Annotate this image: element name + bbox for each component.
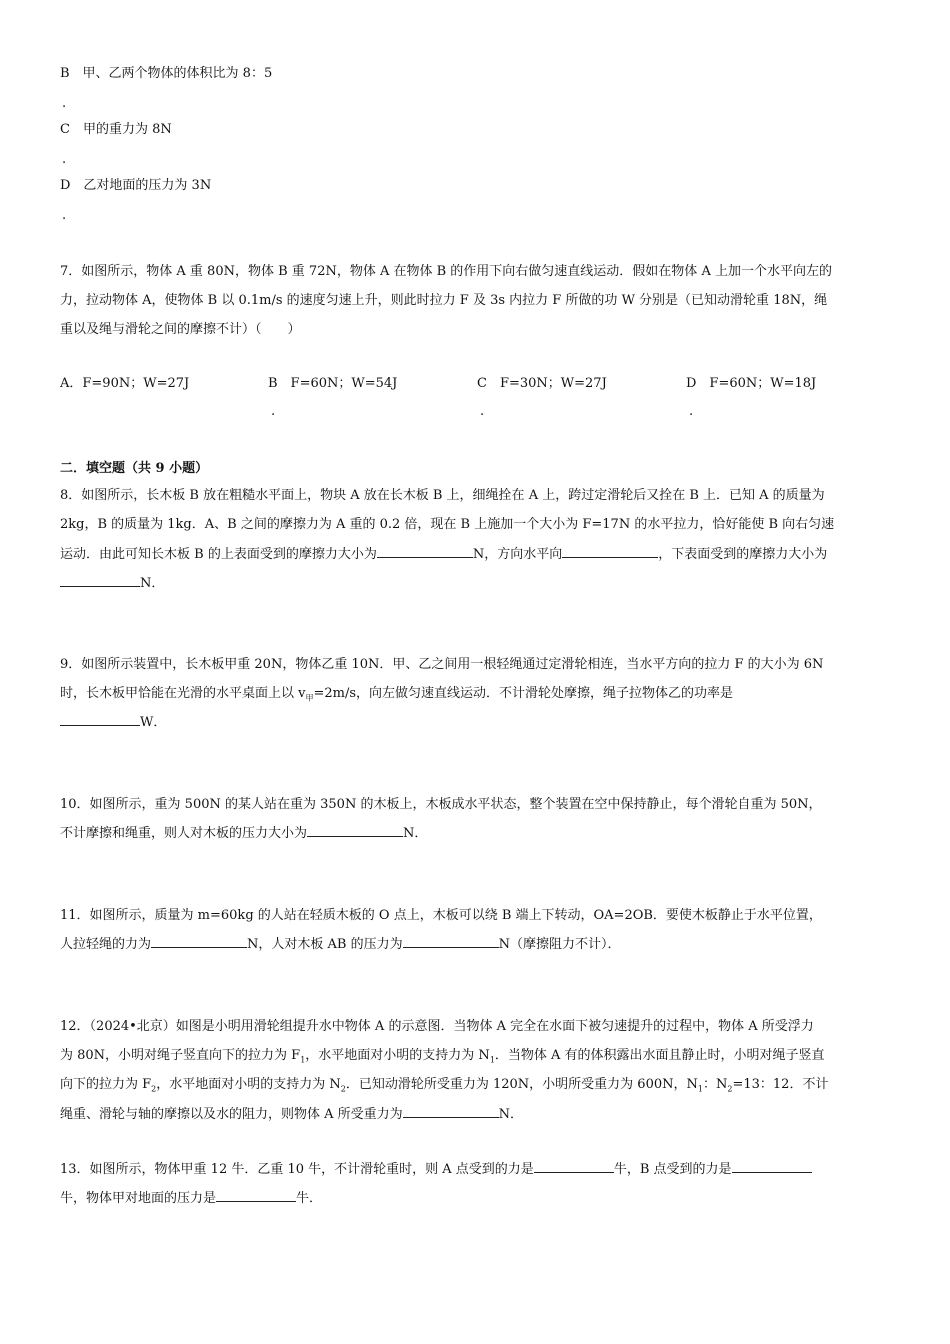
q11-text: 人拉轻绳的力为 (60, 937, 152, 952)
q9-text: 时，长木板甲恰能在光滑的水平桌面上以 v (60, 686, 306, 701)
q8-text: N． (140, 576, 165, 591)
q11-text: N（摩擦阻力不计）． (498, 937, 621, 952)
q6-option-d: D 乙对地面的压力为 3N (60, 178, 212, 193)
q12-text: 向下的拉力为 F (60, 1077, 152, 1092)
q12-text: ：N (702, 1077, 728, 1092)
q12-text-line-3 (60, 1075, 828, 1095)
q12-text: ，水平地面对小明的支持力为 N (305, 1048, 490, 1063)
q12-text: ，水平地面对小明的支持力为 N (156, 1077, 341, 1092)
q9-text: W． (140, 715, 167, 730)
answer-blank[interactable] (403, 934, 499, 948)
option-dot: . (689, 404, 694, 419)
q9-text: =2m/s，向左做匀速直线运动．不计滑轮处摩擦，绳子拉物体乙的功率是 (313, 686, 734, 701)
option-dot: . (62, 208, 67, 223)
q13-text: 13．如图所示，物体甲重 12 牛．乙重 10 牛，不计滑轮重时，则 A 点受到的力是 (60, 1162, 534, 1177)
q13-text: 牛，物体甲对地面的压力是 (60, 1191, 217, 1206)
q10-text-line-1: 10．如图所示，重为 500N 的某人站在重为 350N 的木板上，木板成水平状态，整个装置在空中保持静止，每个滑轮自重为 50N， (60, 797, 822, 812)
q11-text-line-2 (60, 934, 621, 955)
q8-text: N，方向水平向 (472, 547, 563, 562)
q11-text-line-1: 11．如图所示，质量为 m=60kg 的人站在轻质木板的 O 点上，木板可以绕 B 端上下转动，OA=2OB．要使木板静止于水平位置， (60, 908, 822, 923)
option-dot: . (480, 404, 485, 419)
q12-text: N． (498, 1107, 524, 1122)
answer-blank[interactable] (403, 1104, 499, 1118)
q8-text-line-1: 8．如图所示，长木板 B 放在粗糙水平面上，物块 A 放在长木板 B 上，细绳拴在 A 上，跨过定滑轮后又拴在 B 上．已知 A 的质量为 (60, 488, 825, 503)
q13-text: 牛，B 点受到的力是 (613, 1162, 732, 1177)
q6-option-b: B 甲、乙两个物体的体积比为 8：5 (60, 66, 273, 81)
option-dot: . (271, 404, 276, 419)
q12-subscript: 2 (727, 1084, 733, 1094)
q12-text: 绳重、滑轮与轴的摩擦以及水的阻力，则物体 A 所受重力为 (60, 1107, 403, 1122)
q7-option-a: A．F=90N；W=27J (60, 376, 190, 391)
q12-subscript: 2 (340, 1084, 346, 1094)
q12-text: ．当物体 A 有的体积露出水面且静止时，小明对绳子竖直 (494, 1048, 825, 1063)
q7-option-c: C F=30N；W=27J (477, 376, 607, 391)
section-heading: 二．填空题（共 9 小题） (60, 461, 209, 476)
answer-blank[interactable] (562, 544, 658, 558)
q8-text: ，下表面受到的摩擦力大小为 (658, 547, 828, 562)
answer-blank[interactable] (307, 823, 403, 837)
q12-text-line-2 (60, 1046, 825, 1066)
q7-text-line-1: 7．如图所示，物体 A 重 80N，物体 B 重 72N，物体 A 在物体 B 的作用下向右做匀速直线运动．假如在物体 A 上加一个水平向左的 (60, 264, 832, 279)
answer-blank[interactable] (732, 1159, 812, 1173)
q12-text: ．已知动滑轮所受重力为 120N，小明所受重力为 600N，N (345, 1077, 698, 1092)
q8-text-line-2: 2kg，B 的质量为 1kg．A、B 之间的摩擦力为 A 重的 0.2 倍，现在 B 上施加一个大小为 F=17N 的水平拉力，恰好能使 B 向右匀速 (60, 517, 835, 532)
q12-subscript: 1 (697, 1084, 703, 1094)
q12-text: =13：12．不计 (732, 1077, 829, 1092)
option-dot: . (62, 152, 67, 167)
q12-text-line-4 (60, 1104, 523, 1125)
q12-subscript: 1 (300, 1055, 306, 1065)
answer-blank[interactable] (377, 544, 473, 558)
answer-blank[interactable] (60, 712, 140, 726)
q13-text-line-1 (60, 1159, 812, 1180)
answer-blank[interactable] (216, 1188, 296, 1202)
q7-text-line-3: 重以及绳与滑轮之间的摩擦不计）（ ） (60, 322, 301, 337)
q6-option-c: C 甲的重力为 8N (60, 122, 172, 137)
q7-option-d: D F=60N；W=18J (686, 376, 817, 391)
answer-blank[interactable] (151, 934, 247, 948)
q7-option-b: B F=60N；W=54J (268, 376, 398, 391)
q9-subscript: 甲 (305, 693, 314, 703)
answer-blank[interactable] (60, 573, 140, 587)
q9-text-line-1: 9．如图所示装置中，长木板甲重 20N，物体乙重 10N．甲、乙之间用一根轻绳通过定滑轮相连，当水平方向的拉力 F 的大小为 6N (60, 657, 824, 672)
q9-text-line-3 (60, 712, 166, 733)
q12-text-line-1: 12．（2024•北京）如图是小明用滑轮组提升水中物体 A 的示意图．当物体 A 完全在水面下被匀速提升的过程中，物体 A 所受浮力 (60, 1019, 814, 1034)
q10-text-line-2 (60, 823, 427, 844)
q12-subscript: 1 (489, 1055, 495, 1065)
q12-subscript: 2 (151, 1084, 157, 1094)
q12-text: 为 80N，小明对绳子竖直向下的拉力为 F (60, 1048, 301, 1063)
q7-text-line-2: 力，拉动物体 A，使物体 B 以 0.1m/s 的速度匀速上升，则此时拉力 F 及 3s 内拉力 F 所做的功 W 分别是（已知动滑轮重 18N，绳 (60, 293, 828, 308)
q9-text-line-2 (60, 684, 733, 704)
q8-text-line-3 (60, 544, 827, 565)
q13-text: 牛． (296, 1191, 323, 1206)
q11-text: N，人对木板 AB 的压力为 (247, 937, 403, 952)
option-dot: . (62, 96, 67, 111)
q10-text: 不计摩擦和绳重，则人对木板的压力大小为 (60, 826, 308, 841)
answer-blank[interactable] (534, 1159, 614, 1173)
q13-text-line-2 (60, 1188, 322, 1209)
q10-text: N． (403, 826, 428, 841)
q8-text-line-4 (60, 573, 164, 594)
q8-text: 运动．由此可知长木板 B 的上表面受到的摩擦力大小为 (60, 547, 377, 562)
